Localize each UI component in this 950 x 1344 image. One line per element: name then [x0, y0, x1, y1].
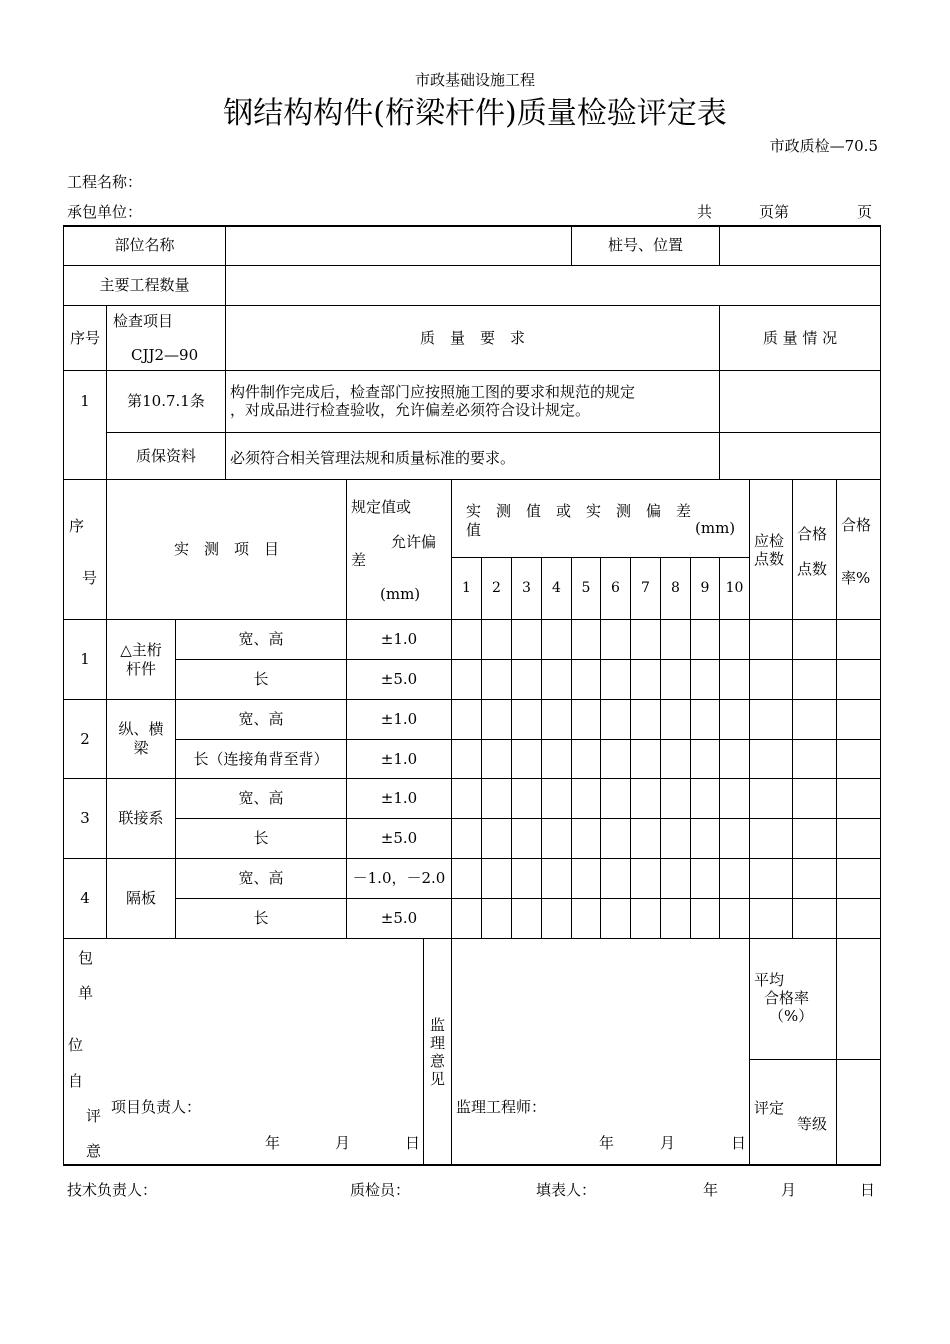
table-row-number: 1 — [80, 650, 90, 669]
date-month-label: 月 — [335, 1134, 351, 1152]
self-eval-char: 意 — [86, 1142, 102, 1160]
table-row-name: 隔板 — [125, 889, 156, 908]
row1-requirement-line1: 构件制作完成后，检查部门应按照施工图的要求和规范的规定 — [230, 383, 636, 401]
supervision-char: 意 — [430, 1052, 446, 1070]
sub-item: 长 — [253, 909, 269, 928]
allowance-label-2: 允许偏 — [391, 533, 437, 551]
avg-pass-rate-2: 合格率 — [764, 989, 810, 1007]
pile-position-label: 桩号、位置 — [607, 236, 683, 255]
row1-clause: 第10.7.1条 — [127, 392, 205, 411]
sub-item: 宽、高 — [238, 789, 284, 808]
measured-value-unit: (mm) — [695, 519, 736, 537]
date-month-label: 月 — [660, 1134, 676, 1152]
quality-status-header: 质 量 情 况 — [762, 328, 838, 347]
table-row-name: 联接系 — [118, 809, 164, 828]
part-name-label: 部位名称 — [114, 236, 175, 255]
quality-requirement-header: 质 量 要 求 — [419, 328, 525, 347]
seq-label: 序号 — [69, 328, 100, 347]
measure-seq-label-1: 序 — [69, 517, 85, 535]
row1-requirement-line2: ，对成品进行检查验收，允许偏差必须符合设计规定。 — [230, 401, 591, 419]
allowance-value: ±1.0 — [380, 789, 418, 808]
row-name-line2: 梁 — [133, 739, 149, 757]
allowance-value: ±1.0 — [380, 710, 418, 729]
date-year-label: 年 — [599, 1134, 615, 1152]
measured-value-header-1: 实 测 值 或 实 测 偏 差 — [466, 502, 692, 520]
allowance-unit: (mm) — [380, 585, 421, 603]
quality-docs-label: 质保资料 — [135, 446, 196, 465]
supervision-char: 监 — [430, 1016, 446, 1034]
sub-item: 宽、高 — [238, 869, 284, 888]
footer-year-label: 年 — [703, 1181, 719, 1199]
col-number: 6 — [611, 579, 620, 596]
sub-item: 宽、高 — [238, 630, 284, 649]
measure-seq-label-2: 号 — [82, 569, 98, 587]
form-number: 市政质检—70.5 — [769, 137, 878, 155]
organization-label: 市政基础设施工程 — [414, 71, 535, 89]
measure-item-header: 实 测 项 目 — [173, 540, 279, 559]
self-eval-char: 位 — [68, 1036, 84, 1054]
self-eval-char: 自 — [68, 1072, 84, 1090]
passed-points-1: 合格 — [797, 525, 828, 543]
table-row-name — [107, 700, 175, 778]
pass-rate-1: 合格 — [841, 516, 872, 534]
row-name-line1: 纵、横 — [118, 720, 164, 739]
project-name-label: 工程名称： — [67, 173, 143, 191]
project-leader-label: 项目负责人： — [111, 1098, 202, 1116]
allowance-value: ±5.0 — [380, 670, 418, 689]
date-day-label: 日 — [405, 1134, 421, 1152]
page-current-label: 页第 — [759, 203, 790, 221]
passed-points-2: 点数 — [797, 560, 828, 578]
footer-month-label: 月 — [781, 1181, 797, 1199]
allowance-value: ±1.0 — [380, 749, 418, 768]
self-eval-char: 包 — [78, 949, 94, 967]
page-total-label: 共 — [697, 203, 713, 221]
col-number: 9 — [700, 579, 710, 596]
measured-value-header-2: 值 — [466, 521, 482, 539]
standard-code: CJJ2—90 — [131, 346, 199, 364]
grade-label-2: 等级 — [797, 1115, 828, 1133]
allowance-label-3: 差 — [351, 551, 367, 569]
required-points-1: 应检 — [754, 532, 785, 550]
page-end-label: 页 — [857, 203, 873, 221]
self-eval-char: 单 — [78, 984, 94, 1002]
grade-label-1: 评定 — [754, 1099, 785, 1117]
sub-item: 宽、高 — [238, 710, 284, 729]
row-name-line2: 杆件 — [125, 659, 156, 678]
check-item-label: 检查项目 — [113, 312, 174, 330]
pass-rate-2: 率% — [841, 569, 871, 587]
row-name-line1: △主桁 — [120, 640, 162, 659]
col-number: 7 — [641, 579, 650, 596]
supervision-char: 见 — [430, 1070, 446, 1088]
col-number: 3 — [522, 579, 531, 596]
footer-day-label: 日 — [860, 1181, 876, 1199]
tech-leader-label: 技术负责人： — [67, 1181, 158, 1199]
inspector-label: 质检员： — [350, 1181, 411, 1199]
allowance-value: －1.0，－2.0 — [352, 869, 446, 888]
sub-item: 长 — [253, 829, 269, 848]
page-title: 钢结构构件(桁梁杆件)质量检验评定表 — [223, 96, 727, 131]
allowance-value: ±5.0 — [380, 829, 418, 848]
contractor-label: 承包单位： — [67, 203, 143, 221]
supervisor-label: 监理工程师： — [456, 1098, 547, 1116]
col-number: 8 — [671, 579, 680, 596]
avg-pass-rate-1: 平均 — [754, 971, 785, 989]
filler-label: 填表人： — [536, 1181, 597, 1199]
date-year-label: 年 — [265, 1134, 281, 1152]
allowance-value: ±5.0 — [380, 909, 418, 928]
table-row-number: 2 — [80, 729, 90, 748]
self-eval-char: 评 — [86, 1107, 102, 1125]
col-number: 4 — [552, 579, 561, 596]
table-row-number: 4 — [80, 889, 90, 908]
required-points-2: 点数 — [754, 550, 785, 568]
row1-number: 1 — [80, 392, 90, 411]
table-row-number: 3 — [80, 809, 90, 828]
allowance-label-1: 规定值或 — [351, 498, 412, 516]
col-number: 2 — [492, 579, 501, 596]
col-number: 10 — [725, 579, 744, 596]
allowance-value: ±1.0 — [380, 630, 418, 649]
col-number: 5 — [581, 579, 591, 596]
sub-item: 长 — [253, 670, 269, 689]
supervision-char: 理 — [430, 1034, 446, 1052]
sub-item: 长（连接角背至背） — [193, 749, 329, 768]
col-number: 1 — [462, 579, 471, 596]
table-row-name — [107, 620, 175, 699]
main-quantity-label: 主要工程数量 — [99, 276, 190, 295]
avg-pass-rate-3: （%） — [769, 1007, 814, 1025]
date-day-label: 日 — [731, 1134, 747, 1152]
quality-docs-requirement: 必须符合相关管理法规和质量标准的要求。 — [230, 449, 516, 467]
